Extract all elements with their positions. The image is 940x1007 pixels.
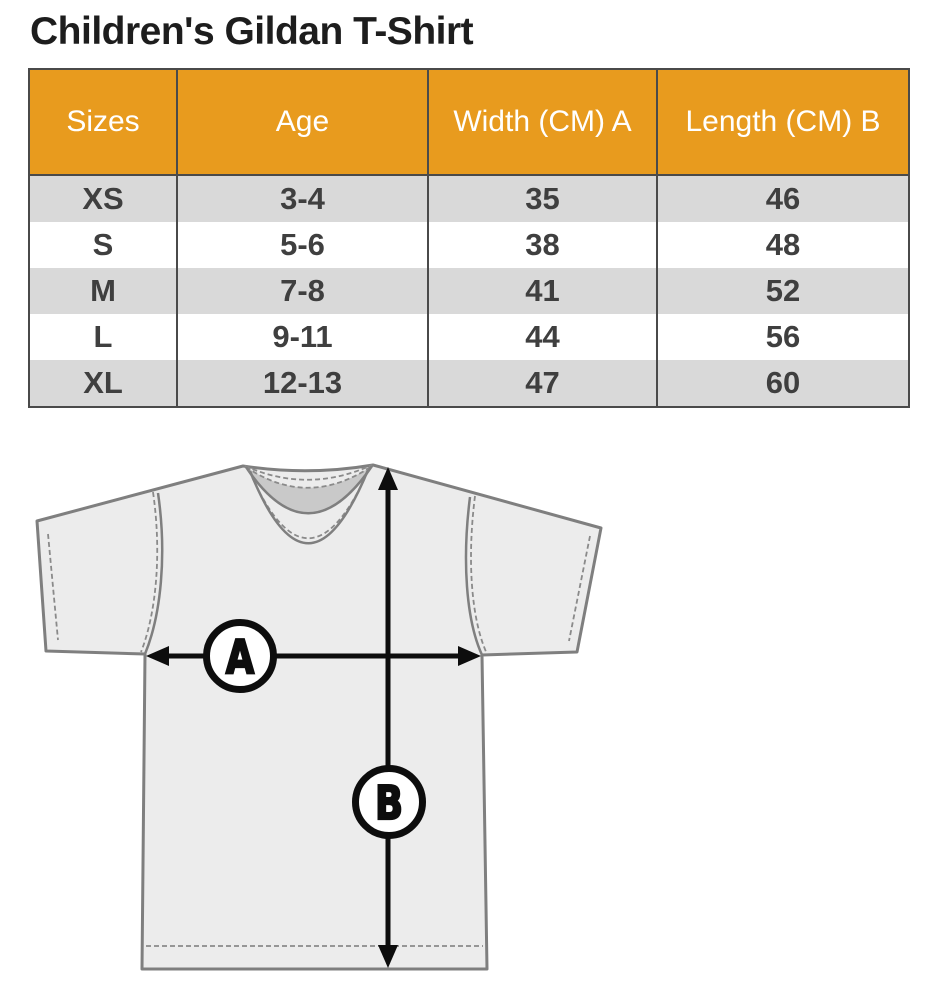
cell-width: 44	[429, 314, 658, 360]
cell-size: M	[30, 268, 178, 314]
cell-length: 48	[765, 227, 801, 262]
cell-width: 41	[429, 268, 658, 314]
table-row-m	[30, 268, 908, 314]
col-header-age: Age	[178, 70, 429, 174]
cell-age: 5-6	[178, 222, 429, 268]
table-header-row	[30, 70, 908, 176]
col-header-width: Width (CM) A	[429, 70, 658, 174]
cell-size: XL	[30, 360, 178, 406]
cell-length: 60	[765, 365, 801, 400]
cell-age: 12-13	[178, 360, 429, 406]
cell-length: 56	[765, 319, 801, 354]
length-label-text: B	[374, 775, 404, 831]
col-header-sizes: Sizes	[30, 70, 178, 174]
cell-length: 46	[765, 181, 801, 216]
cell-width: 47	[429, 360, 658, 406]
col-header-length: Length (CM) B	[685, 105, 881, 138]
cell-size: S	[30, 222, 178, 268]
table-row-l	[30, 314, 908, 360]
cell-age: 9-11	[178, 314, 429, 360]
cell-age: 3-4	[178, 176, 429, 222]
page-title: Children's Gildan T-Shirt	[30, 10, 474, 53]
table-row-xs	[30, 176, 908, 222]
cell-width: 38	[429, 222, 658, 268]
tshirt-measurement-diagram	[0, 430, 700, 1007]
cell-size: XS	[30, 176, 178, 222]
cell-width: 35	[429, 176, 658, 222]
cell-size: L	[30, 314, 178, 360]
width-label-text: A	[225, 629, 255, 685]
cell-length: 52	[765, 273, 801, 308]
size-table	[28, 68, 910, 408]
cell-age: 7-8	[178, 268, 429, 314]
table-row-xl	[30, 360, 908, 406]
table-row-s	[30, 222, 908, 268]
